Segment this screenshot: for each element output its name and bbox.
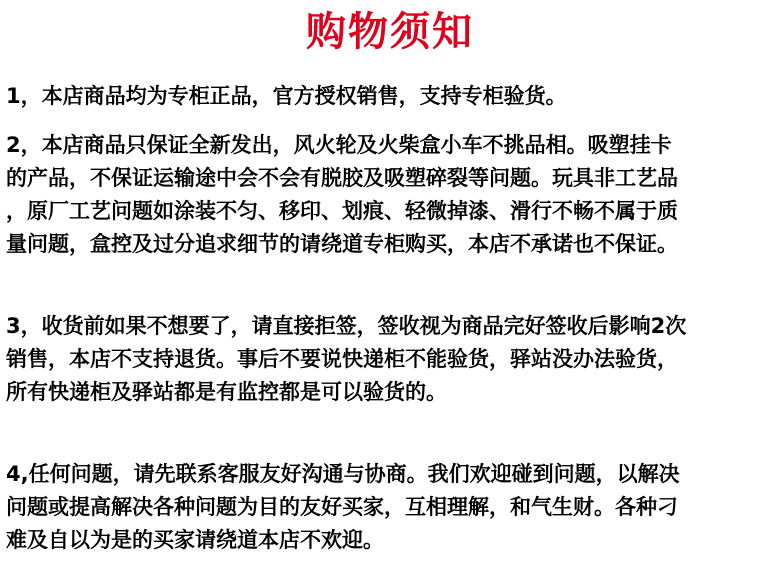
page-title: 购物须知 (306, 9, 474, 55)
notice-line: 的产品，不保证运输途中会不会有脱胶及吸塑碎裂等问题。玩具非工艺品 (6, 166, 678, 190)
notice-2 (6, 129, 776, 261)
notice-3 (6, 310, 776, 409)
notice-line: 2，本店商品只保证全新发出，风火轮及火柴盒小车不挑品相。吸塑挂卡 (6, 133, 672, 157)
notice-line: 销售，本店不支持退货。事后不要说快递柜不能验货，驿站没办法验货， (6, 347, 678, 371)
notice-line: 所有快递柜及驿站都是有监控都是可以验货的。 (6, 380, 447, 404)
notice-line: 难及自以为是的买家请绕道本店不欢迎。 (6, 528, 384, 552)
notice-line: 4,任何问题，请先联系客服友好沟通与协商。我们欢迎碰到问题，以解决 (6, 462, 680, 486)
notice-line: 3，收货前如果不想要了，请直接拒签，签收视为商品完好签收后影响2次 (6, 314, 687, 338)
notice-4 (6, 458, 776, 557)
notice-line: 问题或提高解决各种问题为目的友好买家，互相理解，和气生财。各种刁 (6, 495, 678, 519)
notice-line: 1，本店商品均为专柜正品，官方授权销售，支持专柜验货。 (6, 84, 567, 108)
notice-line: 量问题，盒控及过分追求细节的请绕道专柜购买，本店不承诺也不保证。 (6, 232, 678, 256)
notice-line: ，原厂工艺问题如涂装不匀、移印、划痕、轻微掉漆、滑行不畅不属于质 (6, 199, 678, 223)
notice-1 (6, 80, 776, 113)
